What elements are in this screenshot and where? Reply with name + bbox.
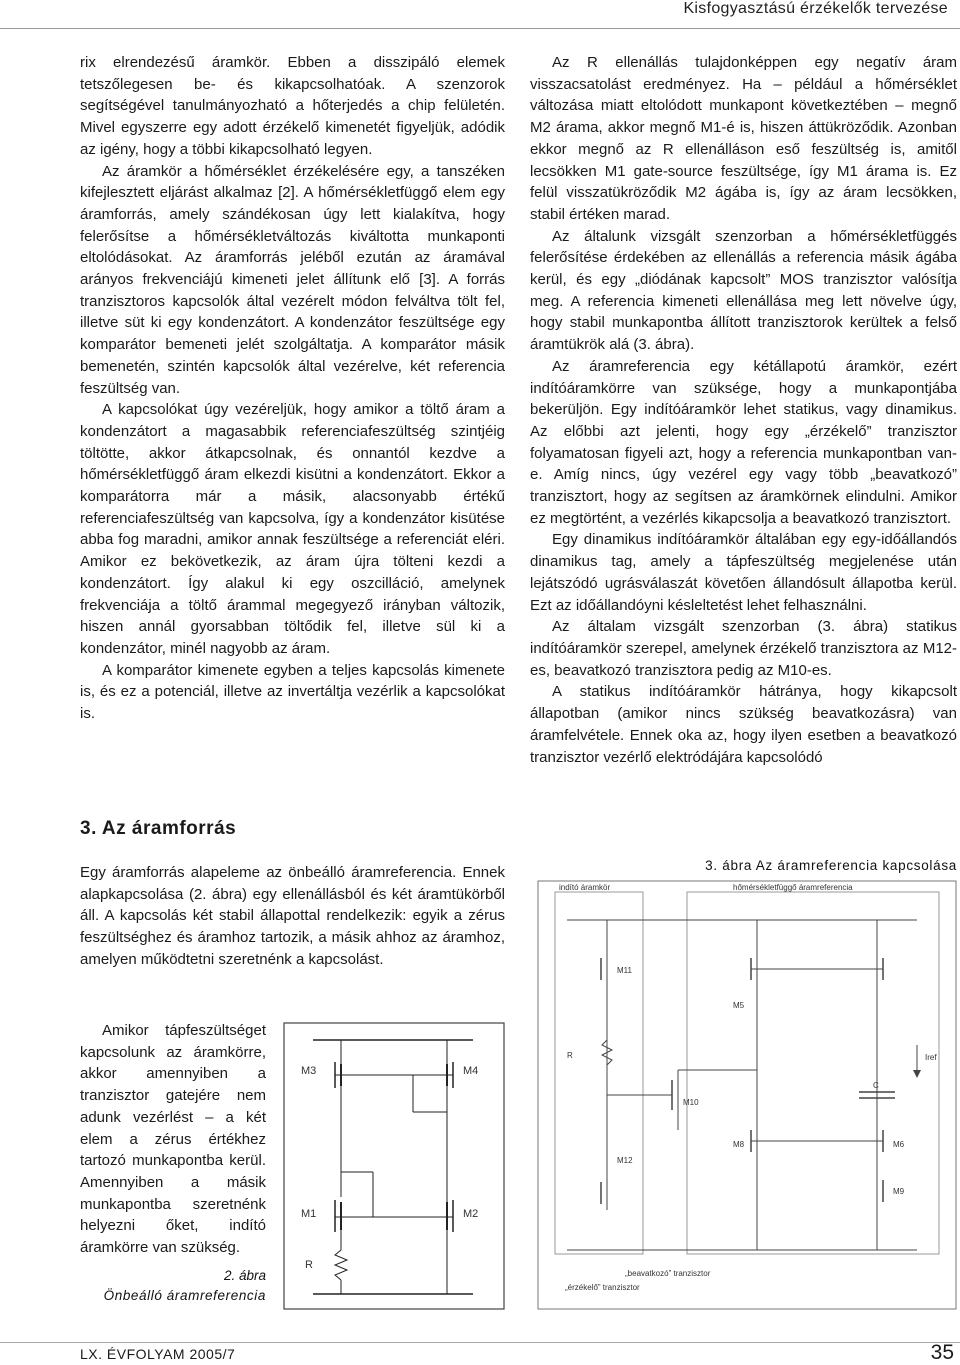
section3-paragraph: Egy áramforrás alapeleme az önbeálló áramreferencia. Ennek alapkapcsolása (2. ábra) egy ellenállásból és két áramtükörből áll. A kapcsolás két stabil állapottal rendelkezik: egyik a zérus feszültséghez és áramhoz tartozik, a másik ahhoz az áramhoz, amelyen működtetni szeretnénk a kapcsolást. xyxy=(80,864,505,968)
footer-volume: LX. ÉVFOLYAM 2005/7 xyxy=(80,1346,236,1362)
erzekelo-label: „érzékelő” tranzisztor xyxy=(565,1283,640,1292)
section3-wrapped-paragraph: Amikor tápfeszültséget kapcsolunk az áramkörre, akkor amennyiben a tranzisztor gatejére nem adunk vezérlést – a két elem a zérus értékhez tartozó munkapontba kerül. Amennyiben a másik munkapontba szeretnénk helyezni őket, indító áramkörre van szükség. xyxy=(80,1022,266,1257)
figure2-title: Önbeálló áramreferencia xyxy=(103,1288,266,1303)
m11-label: M11 xyxy=(617,966,632,975)
m8-label: M8 xyxy=(733,1140,745,1149)
running-title: Kisfogyasztású érzékelők tervezése xyxy=(683,0,948,17)
r-label: R xyxy=(305,1259,313,1271)
homerseklet-label: hőmérsékletfüggő áramreferencia xyxy=(733,883,853,892)
paragraph: Az áramreferencia egy kétállapotú áramkör, ezért indítóáramkörre van szüksége, hogy a munkapontjába bekerüljön. Egy indítóáramkör lehet statikus, vagy dinamikus. Az előbbi azt jelenti, hogy egy „érzékelő” tranzisztor folyamatosan figyeli azt, hogy a referencia munkapontban van-e. Amíg nincs, úgy vezérel egy vagy több „beavatkozó” tranzisztort, hogy az segítsen az áramkörnek elindulni. Amikor ez megtörtént, a vezérlés kikapcsolja a beavatkozó tranzisztort. xyxy=(530,357,957,527)
m2-label: M2 xyxy=(463,1208,479,1220)
c-label: C xyxy=(873,1081,879,1090)
page-number: 35 xyxy=(930,1341,954,1364)
footer-rule xyxy=(0,1342,960,1343)
iref-label: Iref xyxy=(925,1053,937,1062)
figure2-schematic xyxy=(283,1022,505,1310)
r-label: R xyxy=(567,1051,573,1060)
paragraph: Az áramkör a hőmérséklet érzékelésére egy, a tanszéken kifejlesztett eljárást alkalmaz [2]. A hőmérsékletfüggő elem egy áramforrás, amely szándékosan úgy lett kialakítva, hogy felerősítse a hőmérsékletváltozás kiváltotta munkaponti eltolódásokat. Az áramforrás jeléből ezután az áramával arányos frekvenciájú kimeneti jelet állítunk elő [3]. A forrás tranzisztoros kapcsolók által vezérelt módon felváltva tölt fel, illetve süt ki egy kondenzátort. A kondenzátor feszültsége egy komparátor bemeneti jelét szolgáltatja. A komparátor másik bemenetén, szintén kapcsolók által vezérelve, két referencia feszültség van. xyxy=(80,162,505,397)
paragraph: rix elrendezésű áramkör. Ebben a disszipáló elemek tetszőlegesen be- és kikapcsolhatóak. A szenzorok segítségével tanulmányozható a hőterjedés a chip felületén. Mivel egyszerre egy adott érzékelő kimenetét figyeljük, adódik az igény, hogy a többi kikapcsolható legyen. xyxy=(80,54,505,158)
figure2-number: 2. ábra xyxy=(223,1268,266,1283)
paragraph: Az R ellenállás tulajdonképpen egy negatív áram visszacsatolást eredményez. Ha – például a hőmérséklet változása miatt eltolódott munkapont következtében – megnő M2 árama, akkor megnő M1-é is, hiszen áttükröződik. Azonban ekkor megnő az R ellenálláson eső feszültség is, amitől lecsökken M1 gate-source feszültsége, így M1 árama is. Ez felül visszatükröződik M2 ágába is, így az áram lecsökken, stabil értéken marad. xyxy=(530,54,957,223)
figure3-caption: 3. ábra Az áramreferencia kapcsolása xyxy=(705,858,957,873)
m6-label: M6 xyxy=(893,1140,905,1149)
paragraph: A komparátor kimenete egyben a teljes kapcsolás kimenete is, és ez a potenciál, illetve az invertáltja vezérlik a kapcsolókat is. xyxy=(80,661,505,723)
right-column xyxy=(530,52,957,768)
figure3-schematic xyxy=(537,880,957,1310)
left-column xyxy=(80,52,505,725)
m9-label: M9 xyxy=(893,1187,905,1196)
paragraph: A kapcsolókat úgy vezéreljük, hogy amikor a töltő áram a kondenzátort a magasabbik referenciafeszültség szintjéig töltötte, akkor átkapcsolnak, és onnantól kezdve a hőmérsékletfüggő áram elkezdi kisütni a kondenzátort. Ekkor a komparátorra már a másik, alacsonyabb értékű referenciafeszültség van kapcsolva, így a kondenzátor kisütése abba fog maradni, amikor annak feszültsége a referenciát eléri. Amikor ez bekövetkezik, az áram újra tölteni kezdi a kondenzátort. Így alakul ki egy oszcilláció, amelynek frekvenciája a töltő árammal megegyező irányban változik, hiszen annál gyorsabban töltődik fel, illetve sül ki a kondenzátor, minél nagyobb az áram. xyxy=(80,401,505,657)
indito-label: indító áramkör xyxy=(559,883,611,892)
m10-label: M10 xyxy=(683,1098,699,1107)
paragraph: Az általam vizsgált szenzorban (3. ábra) statikus indítóáramkör szerepel, amelynek érzékelő tranzisztora az M12-es, beavatkozó tranzisztora pedig az M10-es. xyxy=(530,618,957,679)
m4-label: M4 xyxy=(463,1065,479,1077)
m12-label: M12 xyxy=(617,1156,633,1165)
beavatkozo-label: „beavatkozó” tranzisztor xyxy=(625,1269,711,1278)
paragraph: Az általunk vizsgált szenzorban a hőmérsékletfüggés felerősítése érdekében az ellenállás a referencia másik ágába kerül, és egy „diódának kapcsolt” MOS tranzisztor valósítja meg. A referencia kimeneti ellenállása meg lett növelve úgy, hogy stabil munkapontba állított tranzisztorok kerültek a felső áramtükrök alá (3. ábra). xyxy=(530,227,957,354)
paragraph: Egy dinamikus indítóáramkör általában egy egy-időállandós dinamikus tag, amely a tápfeszültség megjelenése után lejátszódó ugrásválaszát követően állandósult állapotba kerül. Ezt az időállandóyni késleltetést lehet felhasználni. xyxy=(530,531,957,614)
m5-label: M5 xyxy=(733,1001,745,1010)
header-rule xyxy=(0,28,960,29)
m3-label: M3 xyxy=(301,1065,317,1077)
paragraph: A statikus indítóáramkör hátránya, hogy kikapcsolt állapotban (amikor nincs szükség beavatkozásra) van áramfelvétele. Ennek oka az, hogy ilyen esetben a beavatkozó tranzisztor vezérlő elektródájára kapcsolódó xyxy=(530,683,957,766)
section-heading: 3. Az áramforrás xyxy=(80,818,237,839)
m1-label: M1 xyxy=(301,1208,317,1220)
